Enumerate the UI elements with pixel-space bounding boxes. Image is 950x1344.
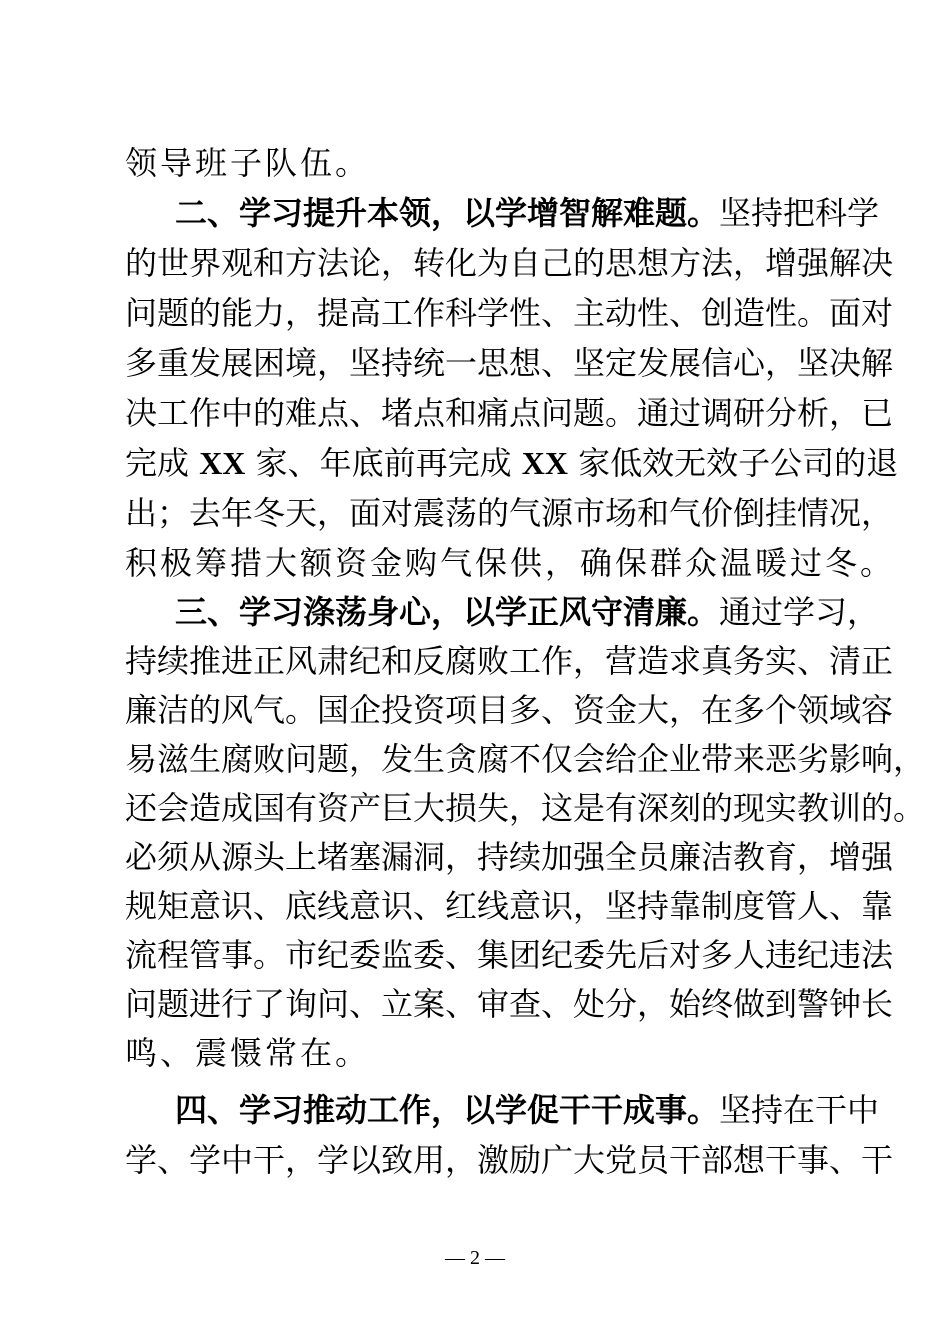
paragraph-line: 持续推进正风肃纪和反腐败工作，营造求真务实、清正 xyxy=(125,642,894,680)
paragraph-line: 廉洁的风气。国企投资项目多、资金大，在多个领域容 xyxy=(125,691,894,729)
paragraph-line: 流程管事。市纪委监委、集团纪委先后对多人违纪违法 xyxy=(125,936,894,974)
paragraph-line: 必须从源头上堵塞漏洞，持续加强全员廉洁教育，增强 xyxy=(125,838,894,876)
text-segment: 家、年底前再完成 xyxy=(255,444,512,482)
section-heading-line xyxy=(175,1088,880,1132)
paragraph-line: 还会造成国有资产巨大损失，这是有深刻的现实教训的。 xyxy=(125,789,926,827)
page-number: — 2 — xyxy=(445,1247,505,1269)
text-segment: 家低效无效子公司的退 xyxy=(578,444,899,482)
paragraph-line: 出；去年冬天，面对震荡的气源市场和气价倒挂情况， xyxy=(125,494,894,532)
section-heading-line xyxy=(175,590,880,634)
paragraph-line: 领导班子队伍。 xyxy=(125,144,371,182)
section-heading: 二、学习提升本领，以学增智解难题。 xyxy=(175,194,720,232)
paragraph-text: 通过学习， xyxy=(719,593,880,631)
paragraph-line xyxy=(125,441,899,485)
section-heading-line xyxy=(175,191,880,235)
paragraph-text: 坚持把科学 xyxy=(719,194,880,232)
paragraph-line: 学、学中干，学以致用，激励广大党员干部想干事、干 xyxy=(125,1141,894,1179)
paragraph-line: 的世界观和方法论，转化为自己的思想方法，增强解决 xyxy=(125,244,894,282)
paragraph-line: 易滋生腐败问题，发生贪腐不仅会给企业带来恶劣影响， xyxy=(125,740,926,778)
paragraph-line: 决工作中的难点、堵点和痛点问题。通过调研分析，已 xyxy=(125,394,894,432)
paragraph-line: 规矩意识、底线意识、红线意识，坚持靠制度管人、靠 xyxy=(125,887,894,925)
paragraph-line: 鸣、震慑常在。 xyxy=(125,1034,371,1072)
placeholder-xx: XX xyxy=(199,445,246,481)
paragraph-line: 问题进行了询问、立案、审查、处分，始终做到警钟长 xyxy=(125,985,894,1023)
paragraph-line: 多重发展困境，坚持统一思想、坚定发展信心，坚决解 xyxy=(125,344,894,382)
paragraph-line: 积极筹措大额资金购气保供，确保群众温暖过冬。 xyxy=(125,544,896,582)
text-segment: 完成 xyxy=(125,444,190,482)
placeholder-xx: XX xyxy=(521,445,568,481)
section-heading: 四、学习推动工作，以学促干干成事。 xyxy=(175,1091,720,1129)
section-heading: 三、学习涤荡身心，以学正风守清廉。 xyxy=(175,593,720,631)
paragraph-text: 坚持在干中 xyxy=(719,1091,880,1129)
paragraph-line: 问题的能力，提高工作科学性、主动性、创造性。面对 xyxy=(125,294,894,332)
